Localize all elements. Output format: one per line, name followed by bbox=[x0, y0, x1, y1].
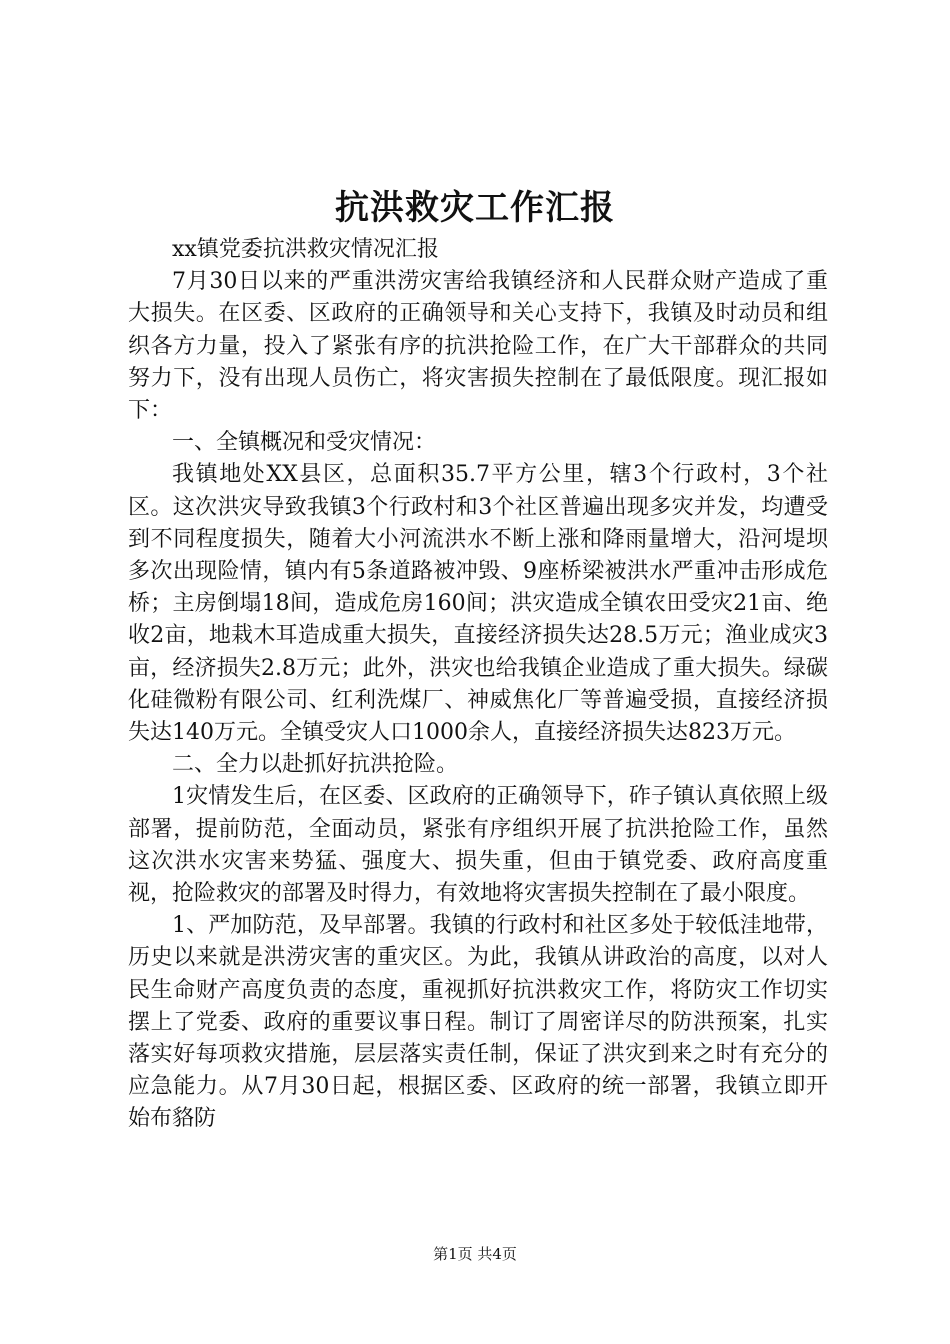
body-paragraph-section-1-content: 我镇地处XX县区，总面积35.7平方公里，辖3个行政村，3个社区。这次洪灾导致我镇3个行政村和3个社区普遍出现多灾并发，均遭受到不同程度损失，随着大小河流洪水不断上涨和降雨量增大，沿河堤坝多次出现险情，镇内有5条道路被冲毁、9座桥梁被洪水严重冲击形成危桥；主房倒塌18间，造成危房160间；洪灾造成全镇农田受灾21亩、绝收2亩，地栽木耳造成重大损失，直接经济损失达28.5万元；渔业成灾3亩，经济损失2.8万元；此外，洪灾也给我镇企业造成了重大损失。绿碳化硅微粉有限公司、红利洗煤厂、神威焦化厂等普遍受损，直接经济损失达140万元。全镇受灾人口1000余人，直接经济损失达823万元。 bbox=[128, 462, 828, 746]
body-paragraph-section-2-content: 1灾情发生后，在区委、区政府的正确领导下，砟子镇认真依照上级部署，提前防范，全面动员，紧张有序组织开展了抗洪抢险工作，虽然这次洪水灾害来势猛、强度大、损失重，但由于镇党委、政府高度重视，抢险救灾的部署及时得力，有效地将灾害损失控制在了最小限度。 bbox=[128, 784, 828, 907]
page-number-footer: 第1页 共4页 bbox=[433, 1245, 517, 1263]
body-paragraph-section-2-item-1: 1、严加防范，及早部署。我镇的行政村和社区多处于较低洼地带，历史以来就是洪涝灾害的重灾区。为此，我镇从讲政治的高度，以对人民生命财产高度负责的态度，重视抓好抗洪救灾工作，将防灾工作切实摆上了党委、政府的重要议事日程。制订了周密详尽的防洪预案，扎实落实好每项救灾措施，层层落实责任制，保证了洪灾到来之时有充分的应急能力。从7月30日起，根据区委、区政府的统一部署，我镇立即开始布貉防 bbox=[128, 913, 828, 1132]
body-paragraph-subtitle: xx镇党委抗洪救灾情况汇报 bbox=[172, 237, 439, 262]
body-paragraph-section-2-heading: 二、全力以赴抓好抗洪抢险。 bbox=[172, 752, 459, 778]
body-paragraph-section-1-heading: 一、全镇概况和受灾情况： bbox=[172, 430, 437, 456]
body-paragraph-intro: 7月30日以来的严重洪涝灾害给我镇经济和人民群众财产造成了重大损失。在区委、区政府的正确领导和关心支持下，我镇及时动员和组织各方力量，投入了紧张有序的抗洪抢险工作，在广大干部群众的共同努力下，没有出现人员伤亡，将灾害损失控制在了最低限度。现汇报如下： bbox=[128, 269, 828, 424]
document-body bbox=[128, 234, 828, 1136]
document-title: 抗洪救灾工作汇报 bbox=[335, 188, 615, 228]
